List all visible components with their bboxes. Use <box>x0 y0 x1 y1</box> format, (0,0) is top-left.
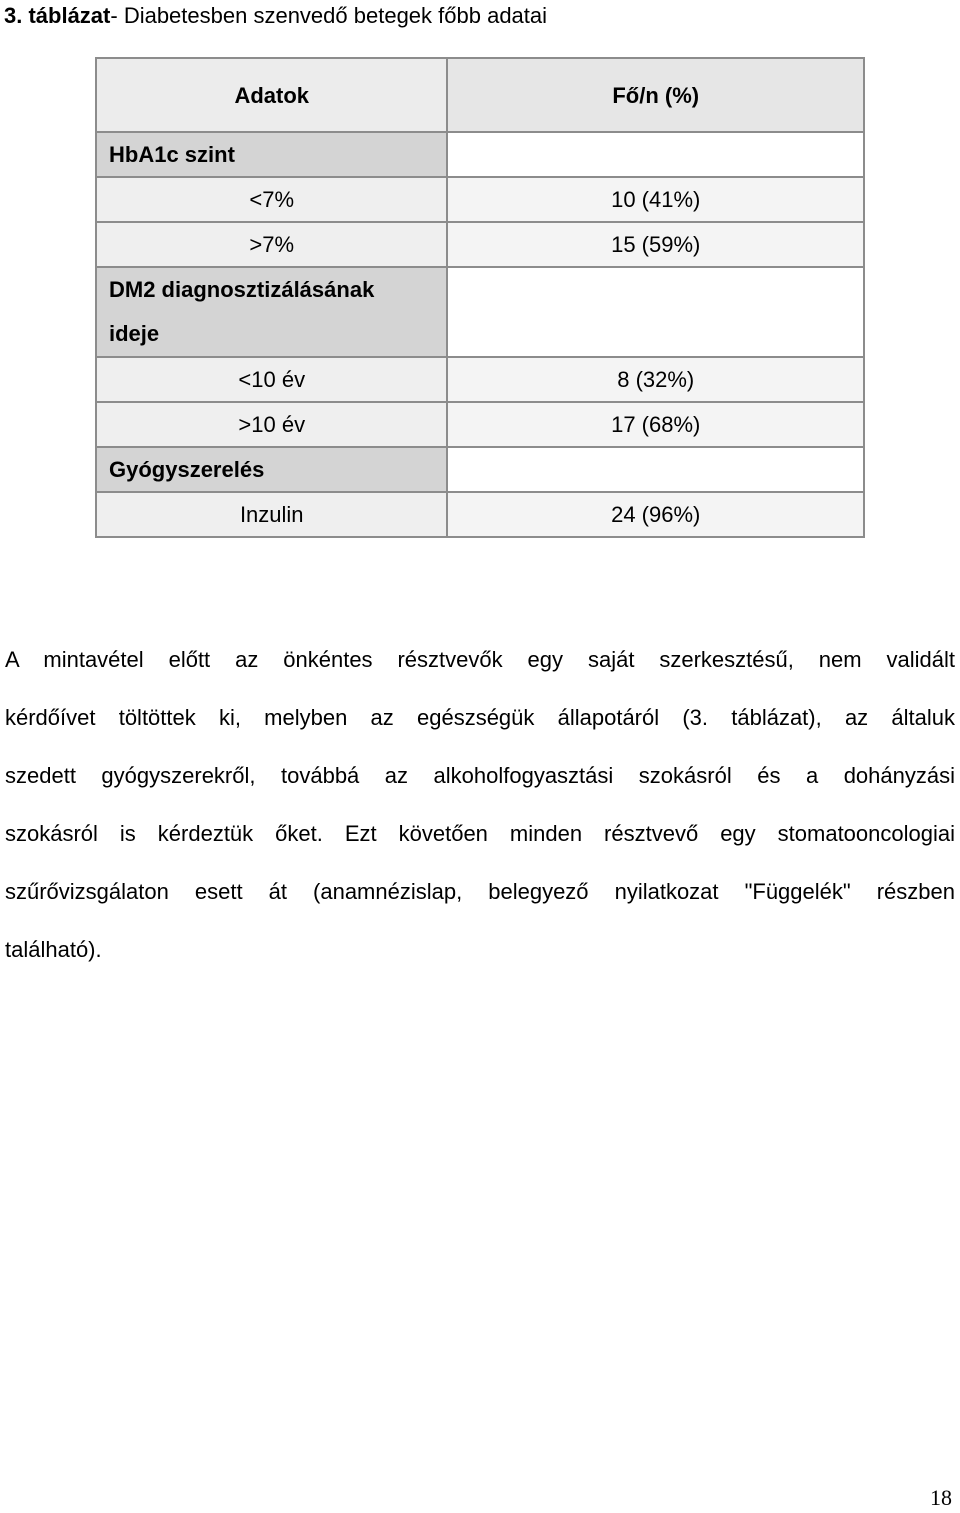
table-row <box>96 222 864 267</box>
page-number: 18 <box>930 1485 952 1510</box>
body-paragraph <box>5 631 955 979</box>
table-caption <box>4 2 547 30</box>
section-empty-cell <box>447 447 864 492</box>
paragraph-line: található). <box>5 937 102 962</box>
table-caption-number: 3. táblázat <box>4 3 111 28</box>
section-label-dm2-line1: DM2 diagnosztizálásának <box>109 277 375 302</box>
row-label: >10 év <box>96 402 447 447</box>
section-row-gyogyszereles <box>96 447 864 492</box>
row-value: 15 (59%) <box>447 222 864 267</box>
row-value: 17 (68%) <box>447 402 864 447</box>
paragraph-line: A mintavétel előtt az önkéntes résztvevők egy saját szerkesztésű, nem validált <box>5 647 955 672</box>
paragraph-line: szedett gyógyszerekről, továbbá az alkoholfogyasztási szokásról és a dohányzási <box>5 763 955 788</box>
section-label-dm2-line2: ideje <box>109 321 160 346</box>
paragraph-line: szűrővizsgálaton esett át (anamnézislap, belegyező nyilatkozat "Függelék" részben <box>5 879 955 904</box>
row-label: <7% <box>96 177 447 222</box>
diabetes-data-table <box>95 57 865 538</box>
row-value: 8 (32%) <box>447 357 864 402</box>
paragraph-line: szokásról is kérdeztük őket. Ezt követően minden résztvevő egy stomatooncologiai <box>5 821 955 846</box>
row-value: 10 (41%) <box>447 177 864 222</box>
row-label: >7% <box>96 222 447 267</box>
row-value: 24 (96%) <box>447 492 864 537</box>
row-label: <10 év <box>96 357 447 402</box>
section-label-dm2 <box>96 267 447 357</box>
section-row-hba1c <box>96 132 864 177</box>
section-label-gyogyszereles: Gyógyszerelés <box>96 447 447 492</box>
table-row <box>96 357 864 402</box>
section-empty-cell <box>447 132 864 177</box>
table-caption-title: - Diabetesben szenvedő betegek főbb adatai <box>110 3 548 28</box>
row-label: Inzulin <box>96 492 447 537</box>
header-fo-n: Fő/n (%) <box>447 58 864 132</box>
section-label-hba1c: HbA1c szint <box>96 132 447 177</box>
table-header-row <box>96 58 864 132</box>
section-empty-cell <box>447 267 864 357</box>
table-row <box>96 402 864 447</box>
section-row-dm2 <box>96 267 864 357</box>
table-row <box>96 492 864 537</box>
table-row <box>96 177 864 222</box>
header-adatok: Adatok <box>96 58 447 132</box>
paragraph-line: kérdőívet töltöttek ki, melyben az egészségük állapotáról (3. táblázat), az általuk <box>5 705 955 730</box>
